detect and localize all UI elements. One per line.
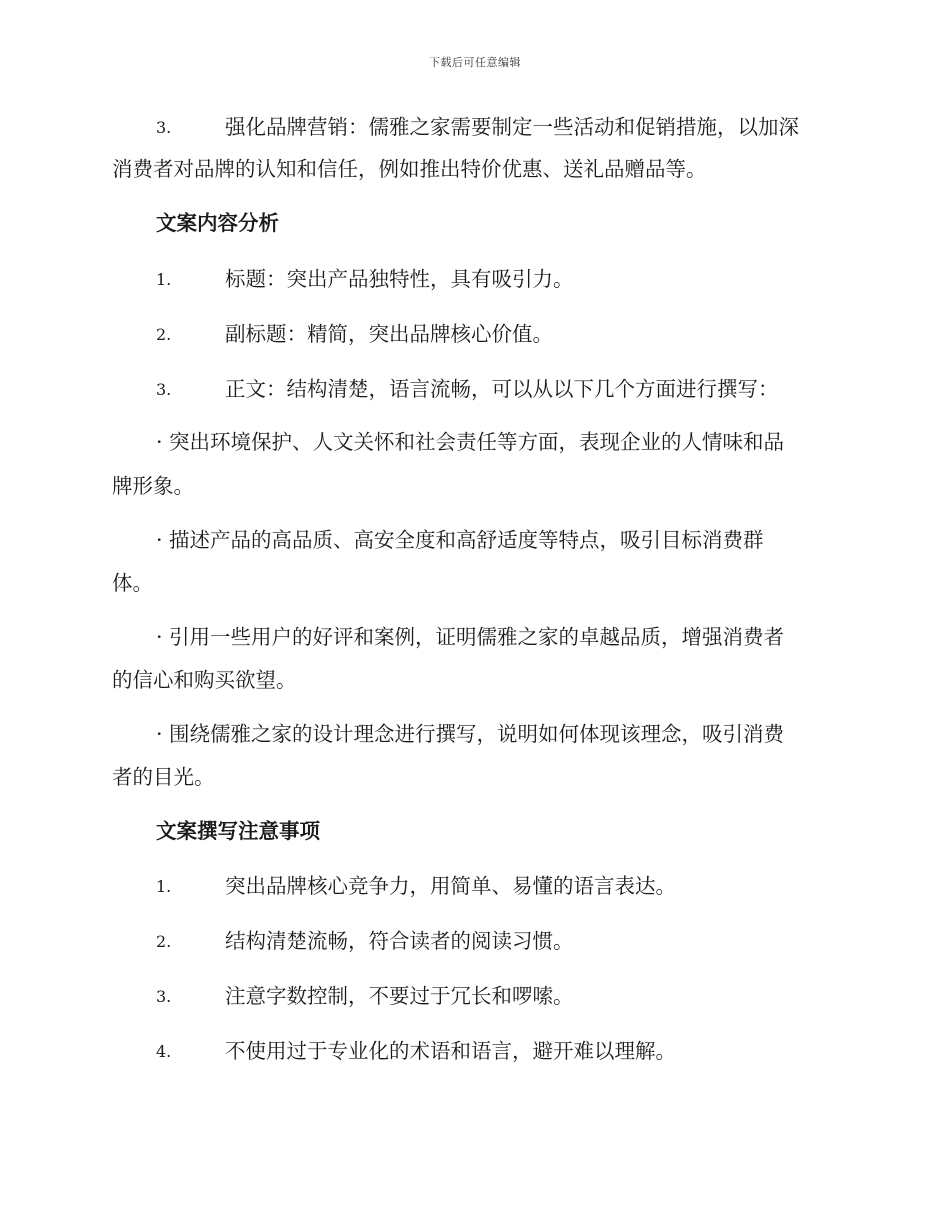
- bullet-item-line2: 者的目光。: [112, 765, 215, 789]
- list-item-text: 副标题：精简，突出品牌核心价值。: [225, 322, 553, 346]
- list-item-text: 正文：结构清楚，语言流畅，可以从以下几个方面进行撰写：: [225, 377, 779, 401]
- section-heading-writing-notes: 文案撰写注意事项: [156, 819, 320, 843]
- bullet-item-line2: 牌形象。: [112, 474, 194, 498]
- list-item-text: 突出品牌核心竞争力，用简单、易懂的语言表达。: [225, 874, 676, 898]
- list-item-text: 结构清楚流畅，符合读者的阅读习惯。: [225, 929, 574, 953]
- bullet-item-line2: 体。: [112, 571, 153, 595]
- page-header: 下载后可任意编辑: [429, 56, 521, 69]
- list-item-number: 1.: [156, 270, 172, 289]
- bullet-item-line1: · 描述产品的高品质、高安全度和高舒适度等特点，吸引目标消费群: [156, 528, 764, 552]
- bullet-item-line1: · 引用一些用户的好评和案例，证明儒雅之家的卓越品质，增强消费者: [156, 625, 785, 649]
- list-item-text: 不使用过于专业化的术语和语言，避开难以理解。: [225, 1039, 676, 1063]
- list-item-text: 标题：突出产品独特性，具有吸引力。: [225, 267, 574, 291]
- bullet-item-line1: · 突出环境保护、人文关怀和社会责任等方面，表现企业的人情味和品: [156, 430, 785, 454]
- list-item-number: 2.: [156, 325, 172, 344]
- list-item-number: 3.: [156, 380, 172, 399]
- intro-item-line2: 消费者对品牌的认知和信任，例如推出特价优惠、送礼品赠品等。: [112, 157, 707, 181]
- list-item-text: 注意字数控制，不要过于冗长和啰嗦。: [225, 984, 574, 1008]
- intro-item-line1: 强化品牌营销：儒雅之家需要制定一些活动和促销措施，以加深: [225, 115, 799, 139]
- intro-item-number: 3.: [156, 118, 172, 137]
- list-item-number: 3.: [156, 987, 172, 1006]
- list-item-number: 1.: [156, 877, 172, 896]
- bullet-item-line2: 的信心和购买欲望。: [112, 668, 297, 692]
- list-item-number: 4.: [156, 1042, 172, 1061]
- bullet-item-line1: · 围绕儒雅之家的设计理念进行撰写，说明如何体现该理念，吸引消费: [156, 722, 785, 746]
- section-heading-content-analysis: 文案内容分析: [156, 211, 279, 235]
- list-item-number: 2.: [156, 932, 172, 951]
